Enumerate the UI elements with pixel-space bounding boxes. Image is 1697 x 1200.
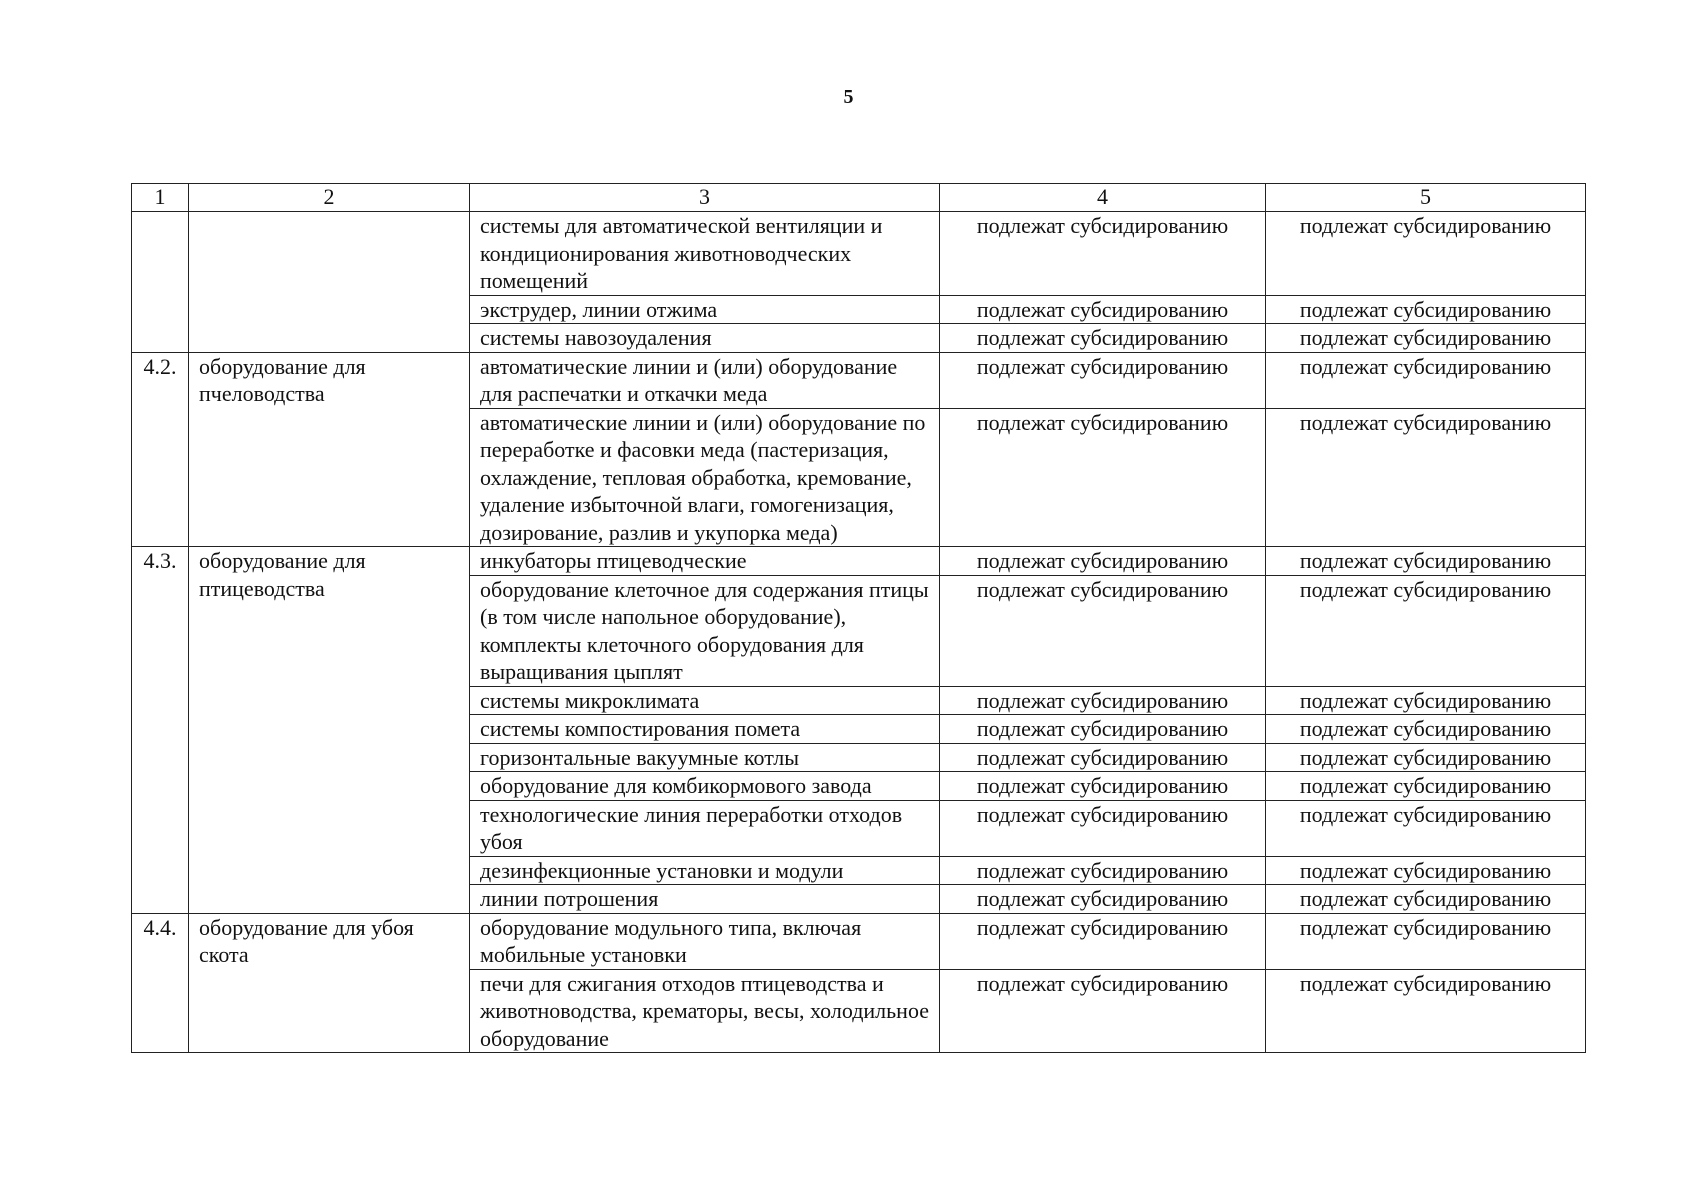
header-col-4: 4 [940, 184, 1266, 212]
status-col-4: подлежат субсидированию [940, 408, 1266, 547]
status-col-4: подлежат субсидированию [940, 352, 1266, 408]
status-col-4: подлежат субсидированию [940, 547, 1266, 576]
equipment-item: системы для автоматической вентиляции и кондиционирования животноводческих помещений [470, 212, 940, 296]
header-col-1: 1 [132, 184, 189, 212]
header-col-5: 5 [1266, 184, 1586, 212]
group-number [132, 212, 189, 353]
equipment-item: дезинфекционные установки и модули [470, 856, 940, 885]
equipment-item: оборудование клеточное для содержания птицы (в том числе напольное оборудование), комплекты клеточного оборудования для выращивания цыплят [470, 575, 940, 686]
status-col-5: подлежат субсидированию [1266, 743, 1586, 772]
status-col-4: подлежат субсидированию [940, 295, 1266, 324]
status-col-4: подлежат субсидированию [940, 913, 1266, 969]
status-col-4: подлежат субсидированию [940, 969, 1266, 1053]
status-col-5: подлежат субсидированию [1266, 212, 1586, 296]
table-header-row [132, 184, 1586, 212]
status-col-4: подлежат субсидированию [940, 212, 1266, 296]
status-col-5: подлежат субсидированию [1266, 575, 1586, 686]
status-col-5: подлежат субсидированию [1266, 885, 1586, 914]
status-col-5: подлежат субсидированию [1266, 856, 1586, 885]
header-col-2: 2 [189, 184, 470, 212]
group-name: оборудование для убоя скота [189, 913, 470, 1053]
status-col-5: подлежат субсидированию [1266, 772, 1586, 801]
equipment-item: технологические линия переработки отходов убоя [470, 800, 940, 856]
status-col-5: подлежат субсидированию [1266, 686, 1586, 715]
equipment-item: оборудование модульного типа, включая мобильные установки [470, 913, 940, 969]
equipment-item: системы навозоудаления [470, 324, 940, 353]
table-row [132, 212, 1586, 296]
page-number: 5 [843, 86, 854, 108]
subsidy-table [131, 183, 1586, 1053]
group-name: оборудование для пчеловодства [189, 352, 470, 547]
table-row [132, 547, 1586, 576]
equipment-item: горизонтальные вакуумные котлы [470, 743, 940, 772]
status-col-5: подлежат субсидированию [1266, 324, 1586, 353]
table-row [132, 352, 1586, 408]
status-col-4: подлежат субсидированию [940, 856, 1266, 885]
status-col-4: подлежат субсидированию [940, 715, 1266, 744]
equipment-item: системы компостирования помета [470, 715, 940, 744]
status-col-4: подлежат субсидированию [940, 324, 1266, 353]
status-col-5: подлежат субсидированию [1266, 352, 1586, 408]
equipment-item: печи для сжигания отходов птицеводства и животноводства, крематоры, весы, холодильное оборудование [470, 969, 940, 1053]
status-col-5: подлежат субсидированию [1266, 408, 1586, 547]
status-col-5: подлежат субсидированию [1266, 913, 1586, 969]
header-col-3: 3 [470, 184, 940, 212]
status-col-5: подлежат субсидированию [1266, 715, 1586, 744]
equipment-item: оборудование для комбикормового завода [470, 772, 940, 801]
status-col-4: подлежат субсидированию [940, 800, 1266, 856]
group-number: 4.2. [132, 352, 189, 547]
group-name [189, 212, 470, 353]
status-col-4: подлежат субсидированию [940, 575, 1266, 686]
status-col-5: подлежат субсидированию [1266, 969, 1586, 1053]
table-row [132, 913, 1586, 969]
status-col-5: подлежат субсидированию [1266, 547, 1586, 576]
equipment-item: автоматические линии и (или) оборудование по переработке и фасовки меда (пастеризация, охлаждение, тепловая обработка, кремование, удаление избыточной влаги, гомогенизация, дозирование, разлив и укупорка меда) [470, 408, 940, 547]
equipment-item: экструдер, линии отжима [470, 295, 940, 324]
equipment-item: автоматические линии и (или) оборудование для распечатки и откачки меда [470, 352, 940, 408]
status-col-4: подлежат субсидированию [940, 686, 1266, 715]
equipment-item: системы микроклимата [470, 686, 940, 715]
status-col-4: подлежат субсидированию [940, 743, 1266, 772]
status-col-5: подлежат субсидированию [1266, 800, 1586, 856]
status-col-4: подлежат субсидированию [940, 772, 1266, 801]
group-number: 4.3. [132, 547, 189, 914]
status-col-5: подлежат субсидированию [1266, 295, 1586, 324]
group-name: оборудование для птицеводства [189, 547, 470, 914]
equipment-item: инкубаторы птицеводческие [470, 547, 940, 576]
equipment-item: линии потрошения [470, 885, 940, 914]
status-col-4: подлежат субсидированию [940, 885, 1266, 914]
group-number: 4.4. [132, 913, 189, 1053]
